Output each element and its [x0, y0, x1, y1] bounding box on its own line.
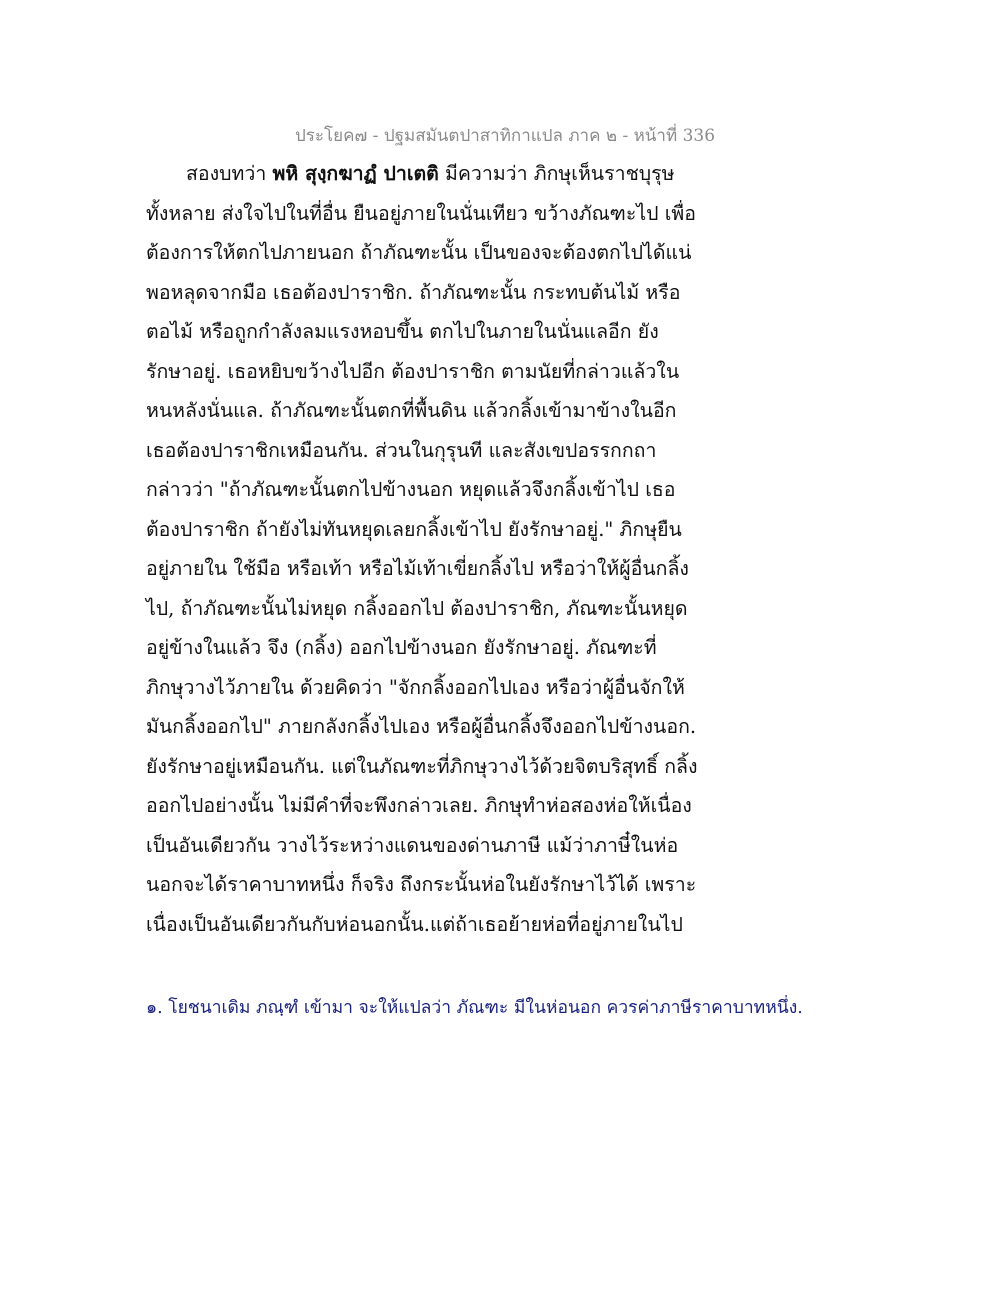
pali-term: พหิ สุงฺกฆาฏํ ปาเตติ: [272, 162, 439, 185]
first-line-rest: มีความว่า ภิกษุเห็นราชบุรุษ: [438, 162, 675, 185]
text-line: ต้องปาราชิก ถ้ายังไม่ทันหยุดเลยกลิ้งเข้าไป ยังรักษาอยู่." ภิกษุยืน: [146, 517, 682, 541]
first-line-lead: สองบทว่า: [186, 162, 273, 185]
text-line: ตอไม้ หรือถูกกำลังลมแรงหอบขึ้น ตกไปในภายในนั่นแลอีก ยัง: [146, 320, 659, 343]
text-line: กล่าวว่า "ถ้าภัณฑะนั้นตกไปข้างนอก หยุดแล้วจึงกลิ้งเข้าไป เธอ: [146, 478, 676, 501]
text-line: เป็นอันเดียวกัน วางไว้ระหว่างแดนของด่านภาษี แม้ว่าภาษี๋ในห่อ: [146, 833, 679, 857]
body-text: [146, 160, 706, 950]
text-line: พอหลุดจากมือ เธอต้องปาราชิก. ถ้าภัณฑะนั้น กระทบต้นไม้ หรือ: [146, 280, 681, 304]
text-line: รักษาอยู่. เธอหยิบขว้างไปอีก ต้องปาราชิก ตามนัยที่กล่าวแล้วใน: [146, 359, 680, 383]
text-line: หนหลังนั่นแล. ถ้าภัณฑะนั้นตกที่พื้นดิน แล้วกลิ้งเข้ามาข้างในอีก: [146, 399, 677, 422]
page-header: ประโยค๗ - ปฐมสมันตปาสาทิกาแปล ภาค ๒ - หน้าที่ 336: [294, 126, 716, 146]
text-line: เนื่องเป็นอันเดียวกันกับห่อนอกนั้น.แต่ถ้าเธอย้ายห่อที่อยู่ภายในไป: [146, 912, 683, 936]
footnote: ๑. โยชนาเดิม ภณฺฑํ เข้ามา จะให้แปลว่า ภัณฑะ มีในห่อนอก ควรค่าภาษีราคาบาทหนึ่ง.: [146, 998, 803, 1018]
text-line: มันกลิ้งออกไป" ภายกลังกลิ้งไปเอง หรือผู้อื่นกลิ้งจึงออกไปข้างนอก.: [146, 715, 697, 738]
text-line: ต้องการให้ตกไปภายนอก ถ้าภัณฑะนั้น เป็นของจะต้องตกไปได้แน่: [146, 241, 692, 264]
text-line: อยู่ข้างในแล้ว จึง (กลิ้ง) ออกไปข้างนอก ยังรักษาอยู่. ภัณฑะที่: [146, 636, 657, 659]
text-line: ยังรักษาอยู่เหมือนกัน. แต่ในภัณฑะที่ภิกษุวางไว้ด้วยจิตบริสุทธิ์ กลิ้ง: [146, 754, 698, 778]
text-line: เธอต้องปาราชิกเหมือนกัน. ส่วนในกุรุนที และสังเขปอรรกกถา: [146, 438, 657, 462]
text-line: ไป, ถ้าภัณฑะนั้นไม่หยุด กลิ้งออกไป ต้องปาราชิก, ภัณฑะนั้นหยุด: [146, 596, 688, 620]
text-line: ออกไปอย่างนั้น ไม่มีคำที่จะพึงกล่าวเลย. ภิกษุทำห่อสองห่อให้เนื่อง: [146, 794, 692, 817]
paragraph-first-line: [146, 160, 706, 200]
text-line: ทั้งหลาย ส่งใจไปในที่อื่น ยืนอยู่ภายในนั่นเทียว ขว้างภัณฑะไป เพื่อ: [146, 201, 696, 225]
text-line: ภิกษุวางไว้ภายใน ด้วยคิดว่า "จักกลิ้งออกไปเอง หรือว่าผู้อื่นจักให้: [146, 675, 685, 699]
text-line: อยู่ภายใน ใช้มือ หรือเท้า หรือไม้เท้าเขี่ยกลิ้งไป หรือว่าให้ผู้อื่นกลิ้ง: [146, 557, 689, 580]
text-line: นอกจะได้ราคาบาทหนึ่ง ก็จริง ถึงกระนั้นห่อในยังรักษาไว้ได้ เพราะ: [146, 873, 697, 896]
